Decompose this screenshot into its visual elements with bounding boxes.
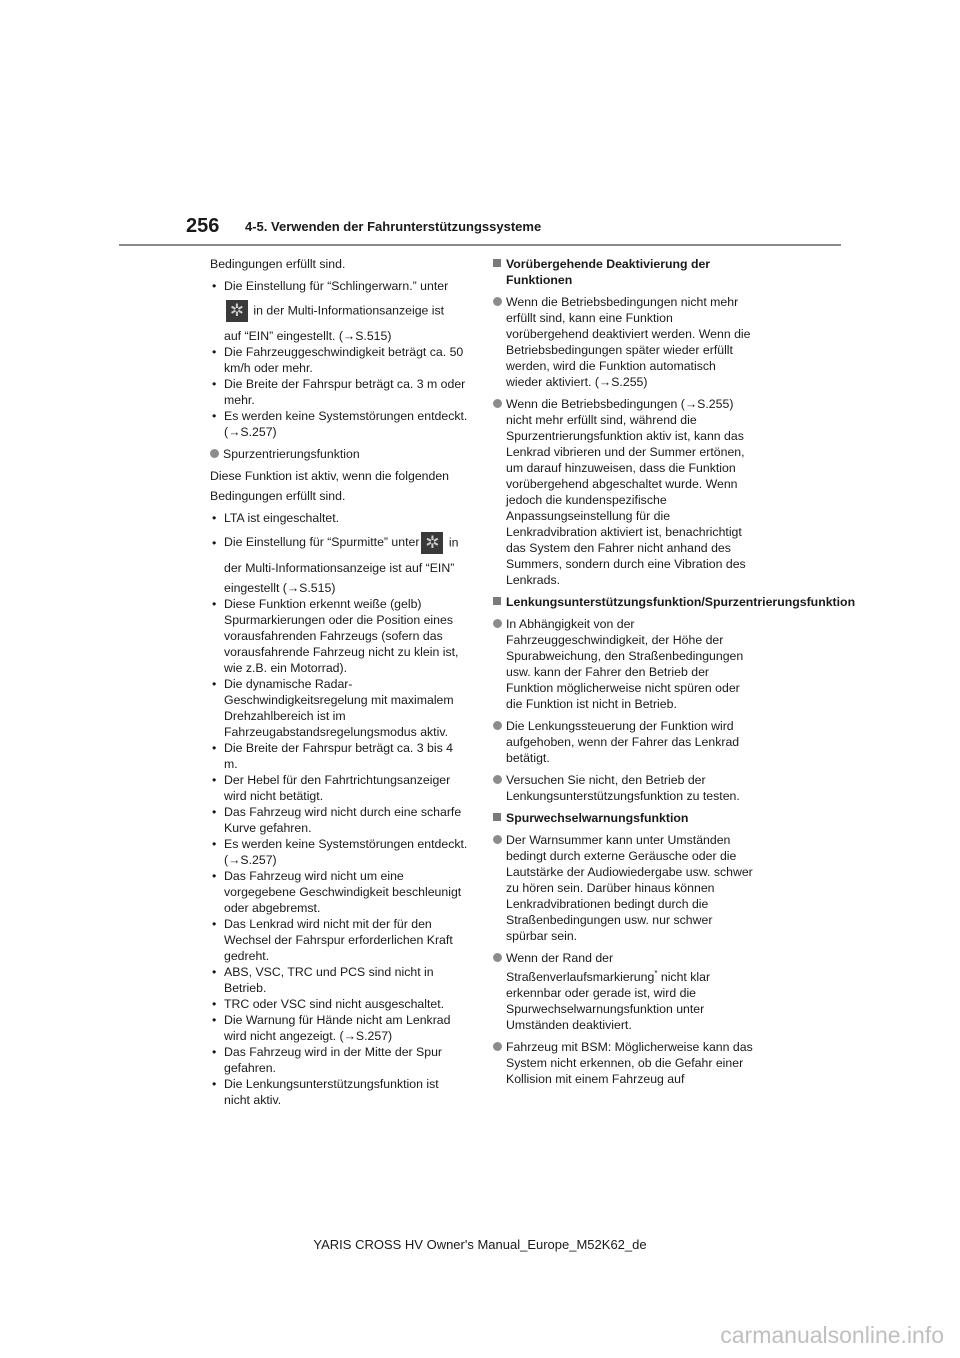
bullet-dot-icon [493,297,502,306]
header-divider [119,244,841,246]
list-item: • ABS, VSC, TRC und PCS sind nicht in Betrieb. [210,964,468,996]
dot-item [493,950,755,1033]
section-heading [493,810,755,826]
watermark: carmanualsonline.info [720,1322,944,1348]
list-item-text: Die Einstellung für “Schlingerwarn.” unter [224,279,449,293]
list-item [210,532,468,554]
dot-item-text: In Abhängigkeit von der Fahrzeuggeschwindigkeit, der Höhe der Spurabweichung, den Straßenbedingungen usw. kann der Fahrer den Betrieb der Funktion möglicherweise nicht spüren oder die Funktion ist nicht in Betrieb. [506,617,744,711]
dot-heading [210,446,468,462]
dot-item [493,396,755,588]
footnote-marker: * [654,969,658,978]
list-item-text: in [445,535,459,550]
dot-item [493,616,755,712]
bullet-dot-icon [493,775,502,784]
section-heading-text: Spurwechselwarnungsfunktion [506,811,689,825]
section-title: 4-5. Verwenden der Fahrunterstützungssysteme [245,219,542,234]
list-item: • Die Warnung für Hände nicht am Lenkrad wird nicht angezeigt. (→S.257) [210,1012,468,1044]
section-heading [493,594,856,610]
section-heading-text: Vorübergehende Deaktivierung der Funktionen [506,257,711,287]
icon-line [224,300,468,322]
paragraph: Bedingungen erfüllt sind. [210,489,346,503]
bullet-dot-icon [493,619,502,628]
bullet-dot-icon [210,449,219,458]
dot-heading-text: Spurzentrierungsfunktion [223,447,360,461]
list-item-text: in der Multi-Informationsanzeige ist [250,303,445,318]
dot-item [493,718,755,766]
section-heading [493,256,755,288]
list-item: • Die Lenkungsunterstützungsfunktion ist nicht aktiv. [210,1076,468,1108]
dot-item-text: Fahrzeug mit BSM: Möglicherweise kann das System nicht erkennen, ob die Gefahr einer Kollision mit einem Fahrzeug auf [506,1040,753,1087]
dot-item [493,772,755,804]
dot-item [493,294,755,390]
bullet-dot-icon [493,399,502,408]
intro-text: Bedingungen erfüllt sind. [210,257,346,271]
list-item-text: • Die Einstellung für “Spurmitte” unter [210,535,419,549]
dot-item-text: Der Warnsummer kann unter Umständen bedingt durch externe Geräusche oder die Lautstärke der Audiowiedergabe usw. schwer zu hören sein. Darüber hinaus können Lenkradvibrationen bedingt durch die Straßenbedingungen usw. nur schwer spürbar sein. [506,833,753,943]
list-item: • Das Fahrzeug wird nicht durch eine scharfe Kurve gefahren. [210,804,468,836]
left-column [210,256,468,1108]
gear-icon [421,532,443,554]
dot-item-text: Wenn die Betriebsbedingungen nicht mehr erfüllt sind, kann eine Funktion vorübergehend deaktiviert werden. Wenn die Betriebsbedingungen später wieder erfüllt werden, wird die Funktion automatisch wieder aktiviert. (→S.255) [506,295,751,389]
right-column [493,256,856,1093]
dot-item-text: nicht klar erkennbar oder gerade ist, wird die Spurwechselwarnungsfunktion unter Umständen deaktiviert. [506,970,711,1033]
list-item: • Die dynamische Radar-Geschwindigkeitsregelung mit maximalem Drehzahlbereich ist im Fahrzeugabstandsregelungsmodus aktiv. [210,676,468,740]
list-item: • Diese Funktion erkennt weiße (gelb) Spurmarkierungen oder die Position eines vorausfahrenden Fahrzeugs (sofern das vorausfahrende Fahrzeug nicht zu klein ist, wie z.B. ein Motorrad). [210,596,468,676]
list-item: • Die Fahrzeuggeschwindigkeit beträgt ca. 50 km/h oder mehr. [210,344,468,376]
dot-item-text: Versuchen Sie nicht, den Betrieb der Lenkungsunterstützungsfunktion zu testen. [506,773,740,803]
list-item: • Der Hebel für den Fahrtrichtungsanzeiger wird nicht betätigt. [210,772,468,804]
list-item: • LTA ist eingeschaltet. [210,510,468,526]
dot-item [493,832,755,944]
dot-item-text: Die Lenkungssteuerung der Funktion wird aufgehoben, wenn der Fahrer das Lenkrad betätigt. [506,719,740,765]
list-item: • TRC oder VSC sind nicht ausgeschaltet. [210,996,468,1012]
list-item-text: eingestellt (→S.515) [224,581,336,595]
section-heading-text: Lenkungsunterstützungsfunktion/Spurzentrierungsfunktion [506,595,856,609]
square-marker-icon [493,597,501,605]
list-item: • Die Breite der Fahrspur beträgt ca. 3 bis 4 m. [210,740,468,772]
bullet-dot-icon [493,721,502,730]
list-item-text: auf “EIN” eingestellt. (→S.515) [224,329,392,343]
list-item [210,278,468,294]
bullet-dot-icon [493,1042,502,1051]
list-item: • Das Lenkrad wird nicht mit der für den Wechsel der Fahrspur erforderlichen Kraft gedreht. [210,916,468,964]
bullet-dot-icon [493,835,502,844]
paragraph: Diese Funktion ist aktiv, wenn die folgenden [210,469,450,483]
list-item: • Die Breite der Fahrspur beträgt ca. 3 m oder mehr. [210,376,468,408]
list-item: • Es werden keine Systemstörungen entdeckt. (→S.257) [210,408,468,440]
bullet-dot-icon [493,953,502,962]
list-item: • Das Fahrzeug wird in der Mitte der Spur gefahren. [210,1044,468,1076]
square-marker-icon [493,813,501,821]
square-marker-icon [493,259,501,267]
gear-icon [226,300,248,322]
list-item-text: der Multi-Informationsanzeige ist auf “EIN” [224,561,455,575]
dot-item-text: Wenn die Betriebsbedingungen (→S.255) nicht mehr erfüllt sind, während die Spurzentrierungsfunktion aktiv ist, kann das Lenkrad vibrieren und der Summer ertönen, um darauf hinzuweisen, dass die Funktion vorübergehend abgeschaltet wurde. Wenn jedoch die kundenspezifische Anpassungseinstellung für die Lenkradvibration aktiviert ist, benachrichtigt das System den Fahrer nicht anhand des Summers, sondern durch eine Vibration des Lenkrads. [506,397,746,587]
list-item: • Das Fahrzeug wird nicht um eine vorgegebene Geschwindigkeit beschleunigt oder abgebremst. [210,868,468,916]
list-item: • Es werden keine Systemstörungen entdeckt. (→S.257) [210,836,468,868]
dot-item [493,1039,755,1087]
page-number: 256 [186,215,220,237]
dot-item-text: Wenn der Rand der Straßenverlaufsmarkierung [506,951,655,985]
footer-manual-id: YARIS CROSS HV Owner's Manual_Europe_M52K62_de [313,1237,647,1252]
